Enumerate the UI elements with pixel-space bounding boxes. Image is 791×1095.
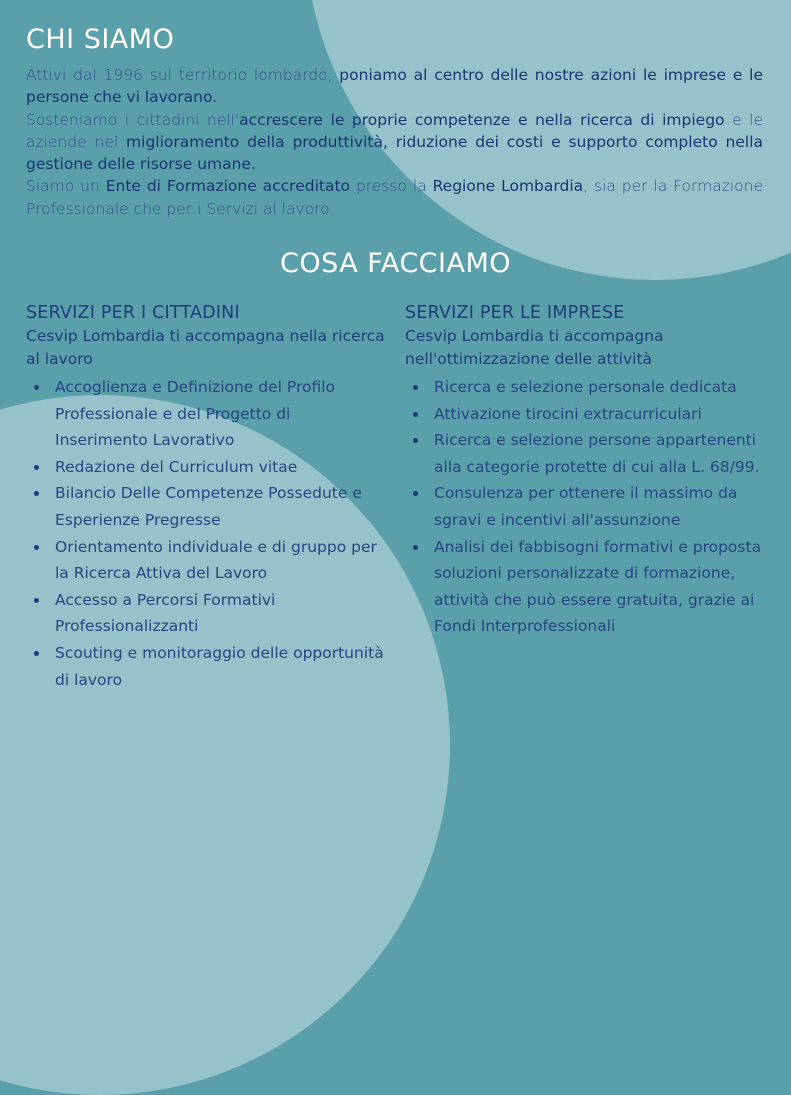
- servizi-imprese-subheading: Cesvip Lombardia ti accompagna nell'ottimizzazione delle attività: [405, 327, 664, 368]
- chi-siamo-title: CHI SIAMO: [26, 24, 175, 55]
- intro-text: , sia per la Formazione Professionale che per i Servizi al lavoro.: [26, 177, 763, 218]
- chi-siamo-text: [26, 64, 763, 220]
- servizi-imprese-column: [405, 301, 765, 640]
- intro-text: Attivi dal 1996 sul territorio lombardo,: [26, 66, 340, 84]
- list-item: Accoglienza e Definizione del Profilo Professionale e del Progetto di Inserimento Lavorativo: [55, 374, 386, 454]
- list-item: Bilancio Delle Competenze Possedute e Esperienze Pregresse: [55, 480, 386, 533]
- list-item: Scouting e monitoraggio delle opportunità di lavoro: [55, 640, 386, 693]
- servizi-cittadini-subheading: Cesvip Lombardia ti accompagna nella ricerca al lavoro: [26, 327, 385, 368]
- intro-highlight: Regione Lombardia: [432, 177, 584, 196]
- servizi-cittadini-list: [26, 374, 386, 693]
- intro-highlight: miglioramento della produttività, riduzione dei costi e supporto completo nella gestione delle risorse umane.: [26, 132, 763, 174]
- list-item: Orientamento individuale e di gruppo per la Ricerca Attiva del Lavoro: [55, 534, 386, 587]
- list-item: Attivazione tirocini extracurriculari: [434, 401, 765, 428]
- intro-highlight: accrescere le proprie competenze e nella ricerca di impiego: [239, 110, 725, 129]
- list-item: Consulenza per ottenere il massimo da sgravi e incentivi all'assunzione: [434, 480, 765, 533]
- intro-highlight: poniamo al centro delle nostre azioni le imprese e le persone che vi lavorano.: [26, 66, 764, 107]
- intro-text: Sosteniamo i cittadini nell': [26, 110, 240, 129]
- intro-paragraph-2: [26, 109, 763, 176]
- cosa-facciamo-title: COSA FACCIAMO: [279, 248, 512, 279]
- intro-text: e le aziende nel: [26, 110, 763, 151]
- servizi-imprese-list: [405, 374, 765, 640]
- intro-text: presso la: [350, 177, 433, 196]
- intro-text: Siamo un: [26, 177, 106, 196]
- list-item: Redazione del Curriculum vitae: [55, 454, 386, 481]
- intro-paragraph-3: [26, 175, 763, 220]
- intro-paragraph-1: [26, 64, 763, 109]
- list-item: Ricerca e selezione persone appartenenti alla categorie protette di cui alla L. 68/99.: [434, 427, 765, 480]
- servizi-cittadini-heading: SERVIZI PER I CITTADINI: [26, 303, 240, 323]
- intro-highlight: Ente di Formazione accreditato: [105, 177, 351, 196]
- servizi-imprese-heading: SERVIZI PER LE IMPRESE: [405, 303, 625, 323]
- list-item: Accesso a Percorsi Formativi Professionalizzanti: [55, 587, 386, 640]
- list-item: Analisi dei fabbisogni formativi e proposta soluzioni personalizzate di formazione, attività che può essere gratuita, grazie ai Fondi Interprofessionali: [434, 534, 765, 640]
- list-item: Ricerca e selezione personale dedicata: [434, 374, 765, 401]
- servizi-cittadini-column: [26, 301, 386, 693]
